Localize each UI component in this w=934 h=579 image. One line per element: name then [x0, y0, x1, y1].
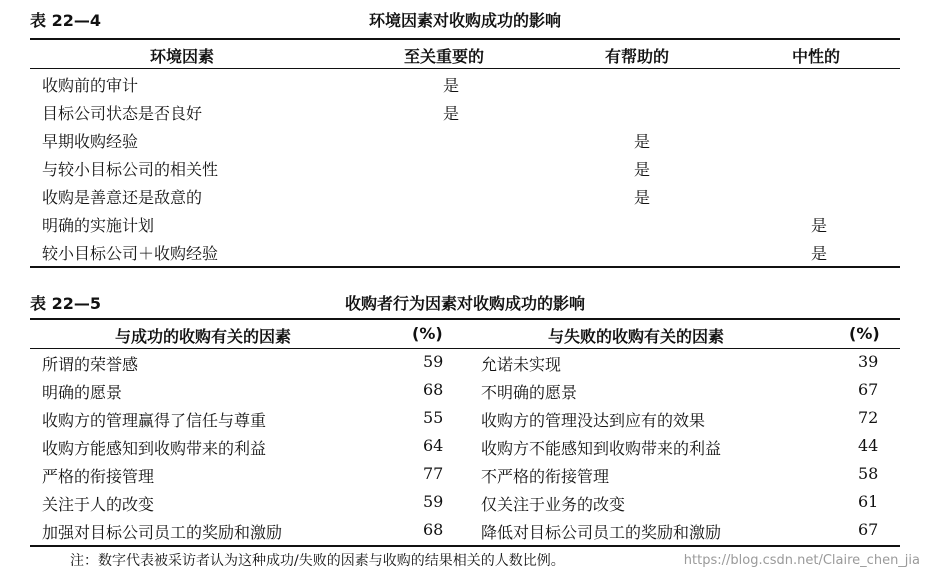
table1-header-helpful: 有帮助的	[605, 47, 670, 66]
failure-pct-cell: 61	[858, 492, 879, 511]
success-factor-cell: 收购方能感知到收购带来的利益	[42, 439, 267, 458]
failure-pct-cell: 39	[858, 352, 879, 371]
success-pct-cell: 55	[423, 408, 444, 427]
success-factor-cell: 加强对目标公司员工的奖励和激励	[42, 523, 283, 542]
success-factor-cell: 所谓的荣誉感	[42, 355, 139, 374]
table-row	[30, 405, 900, 433]
table-row	[30, 349, 900, 377]
table-row	[30, 126, 900, 154]
success-factor-cell: 严格的衔接管理	[42, 467, 155, 486]
factor-cell: 收购是善意还是敌意的	[42, 188, 203, 207]
factor-cell: 目标公司状态是否良好	[42, 104, 203, 123]
failure-pct-cell: 72	[858, 408, 879, 427]
failure-factor-cell: 不明确的愿景	[481, 383, 578, 402]
table1-bottom-rule	[30, 266, 900, 268]
success-pct-cell: 77	[423, 464, 444, 483]
table2-header-failure: 与失败的收购有关的因素	[548, 327, 725, 346]
neutral-cell: 是	[811, 244, 828, 263]
success-pct-cell: 59	[423, 492, 444, 511]
table-row	[30, 433, 900, 461]
watermark-url: https://blog.csdn.net/Claire_chen_jia	[683, 553, 920, 568]
table1-number: 表 22—4	[30, 11, 101, 30]
table-row	[30, 210, 900, 238]
failure-factor-cell: 收购方不能感知到收购带来的利益	[481, 439, 722, 458]
helpful-cell: 是	[634, 188, 651, 207]
table2-top-rule	[30, 318, 900, 320]
helpful-cell: 是	[634, 160, 651, 179]
table-row	[30, 377, 900, 405]
factor-cell: 明确的实施计划	[42, 216, 155, 235]
table-row	[30, 154, 900, 182]
success-factor-cell: 明确的愿景	[42, 383, 123, 402]
table-row	[30, 517, 900, 545]
table-row	[30, 98, 900, 126]
table-row	[30, 70, 900, 98]
critical-cell: 是	[443, 104, 460, 123]
table-row	[30, 238, 900, 266]
table-row	[30, 461, 900, 489]
factor-cell: 与较小目标公司的相关性	[42, 160, 219, 179]
factor-cell: 早期收购经验	[42, 132, 139, 151]
critical-cell: 是	[443, 76, 460, 95]
success-pct-cell: 59	[423, 352, 444, 371]
success-pct-cell: 64	[423, 436, 444, 455]
failure-factor-cell: 允诺未实现	[481, 355, 562, 374]
table1-title: 环境因素对收购成功的影响	[368, 11, 561, 30]
failure-pct-cell: 67	[858, 380, 879, 399]
table2-bottom-rule	[30, 545, 900, 547]
success-pct-cell: 68	[423, 520, 444, 539]
table2-header-failure-pct: (%)	[849, 324, 880, 343]
table1-header-rule	[30, 68, 900, 69]
factor-cell: 较小目标公司＋收购经验	[42, 244, 219, 263]
helpful-cell: 是	[634, 132, 651, 151]
table1-caption	[30, 8, 900, 32]
table2-number: 表 22—5	[30, 294, 101, 313]
table2-caption	[30, 291, 900, 315]
table1-header-factor: 环境因素	[150, 47, 215, 66]
table2-title: 收购者行为因素对收购成功的影响	[344, 294, 585, 313]
failure-pct-cell: 58	[858, 464, 879, 483]
failure-pct-cell: 67	[858, 520, 879, 539]
table1-top-rule	[30, 38, 900, 40]
failure-factor-cell: 降低对目标公司员工的奖励和激励	[481, 523, 722, 542]
failure-factor-cell: 仅关注于业务的改变	[481, 495, 626, 514]
failure-pct-cell: 44	[858, 436, 879, 455]
table1-header-critical: 至关重要的	[404, 47, 485, 66]
table-footnote: 注：数字代表被采访者认为这种成功/失败的因素与收购的结果相关的人数比例。	[70, 553, 565, 569]
table2-header-success: 与成功的收购有关的因素	[115, 327, 292, 346]
table-row	[30, 489, 900, 517]
factor-cell: 收购前的审计	[42, 76, 139, 95]
neutral-cell: 是	[811, 216, 828, 235]
failure-factor-cell: 不严格的衔接管理	[481, 467, 610, 486]
table2-header-success-pct: (%)	[412, 324, 443, 343]
failure-factor-cell: 收购方的管理没达到应有的效果	[481, 411, 706, 430]
table1-header-neutral: 中性的	[792, 47, 841, 66]
success-pct-cell: 68	[423, 380, 444, 399]
success-factor-cell: 关注于人的改变	[42, 495, 155, 514]
success-factor-cell: 收购方的管理赢得了信任与尊重	[42, 411, 267, 430]
table-row	[30, 182, 900, 210]
